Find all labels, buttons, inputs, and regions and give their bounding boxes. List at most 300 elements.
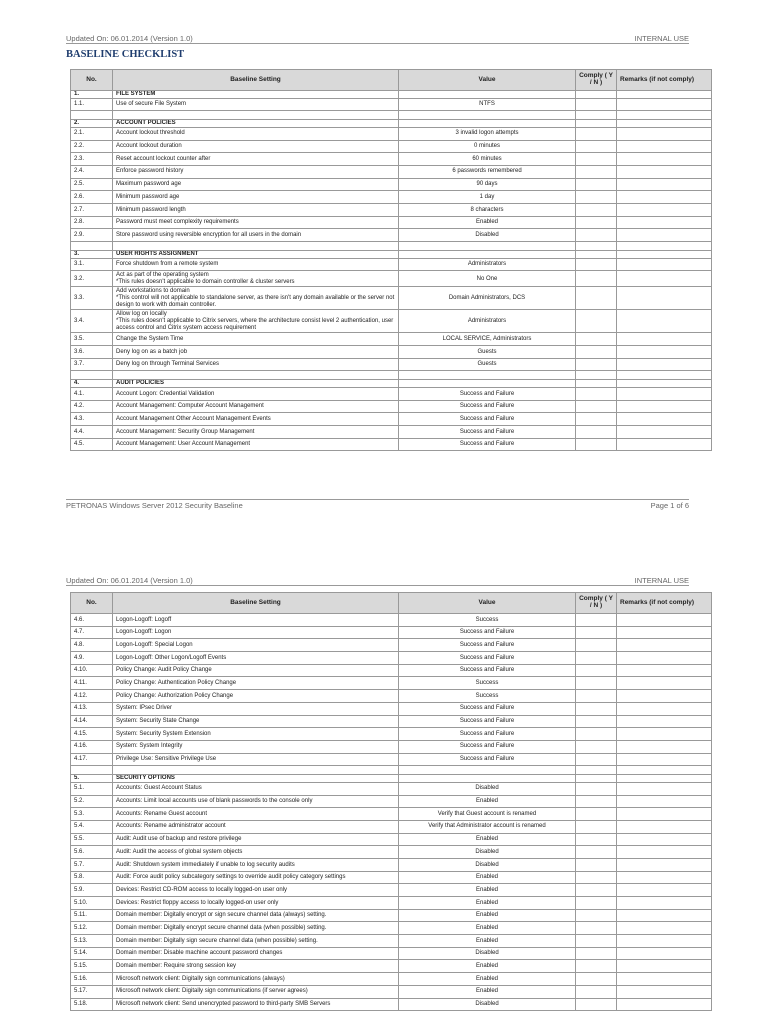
table-row	[71, 140, 712, 153]
baseline-setting-cell: Accounts: Limit local accounts use of blank passwords to the console only	[113, 795, 399, 808]
table-row	[71, 358, 712, 371]
remarks-cell	[617, 204, 712, 217]
remarks-cell	[617, 153, 712, 166]
table-row	[71, 702, 712, 715]
remarks-cell	[617, 639, 712, 652]
row-number: 2.1.	[71, 127, 113, 140]
baseline-setting-cell: Account Logon: Credential Validation	[113, 388, 399, 401]
table-row	[71, 871, 712, 884]
value-cell	[399, 120, 576, 128]
comply-cell	[576, 438, 617, 451]
comply-cell	[576, 664, 617, 677]
value-cell: Success and Failure	[399, 702, 576, 715]
table-row	[71, 808, 712, 821]
footer-doc-name: PETRONAS Windows Server 2012 Security Baseline	[66, 501, 243, 510]
remarks-cell	[617, 664, 712, 677]
comply-cell	[576, 690, 617, 703]
table-row	[71, 897, 712, 910]
baseline-setting-cell: USER RIGHTS ASSIGNMENT	[113, 251, 399, 259]
value-cell: NTFS	[399, 98, 576, 111]
table-row	[71, 98, 712, 111]
classification-text-2: INTERNAL USE	[634, 576, 689, 585]
row-number: 3.2.	[71, 271, 113, 287]
updated-text-2: Updated On: 06.01.2014 (Version 1.0)	[66, 576, 193, 585]
section-row	[71, 91, 712, 99]
comply-cell	[576, 820, 617, 833]
comply-cell	[576, 388, 617, 401]
table-row	[71, 922, 712, 935]
row-number: 4.3.	[71, 413, 113, 426]
table-row	[71, 652, 712, 665]
row-number: 4.15.	[71, 728, 113, 741]
baseline-setting-cell: Account Management: Computer Account Management	[113, 400, 399, 413]
baseline-setting-cell: SECURITY OPTIONS	[113, 775, 399, 783]
table-row	[71, 346, 712, 359]
value-cell: Success and Failure	[399, 639, 576, 652]
remarks-cell	[617, 782, 712, 795]
remarks-cell	[617, 178, 712, 191]
section-row	[71, 251, 712, 259]
row-number: 5.14.	[71, 947, 113, 960]
value-cell: 60 minutes	[399, 153, 576, 166]
comply-cell	[576, 165, 617, 178]
comply-cell	[576, 400, 617, 413]
remarks-cell	[617, 998, 712, 1011]
table-row	[71, 909, 712, 922]
value-cell: Enabled	[399, 935, 576, 948]
row-number: 5.8.	[71, 871, 113, 884]
col-remarks-header-2: Remarks (if not comply)	[617, 593, 712, 614]
remarks-cell	[617, 858, 712, 871]
comply-cell	[576, 358, 617, 371]
row-number: 5.3.	[71, 808, 113, 821]
value-cell: Enabled	[399, 960, 576, 973]
row-number	[71, 766, 113, 775]
value-cell: LOCAL SERVICE, Administrators	[399, 333, 576, 346]
row-number	[71, 242, 113, 251]
baseline-setting-cell: FILE SYSTEM	[113, 91, 399, 99]
footer-page-number: Page 1 of 6	[650, 501, 689, 510]
value-cell: Enabled	[399, 973, 576, 986]
comply-cell	[576, 153, 617, 166]
value-cell: No One	[399, 271, 576, 287]
comply-cell	[576, 333, 617, 346]
header-divider	[66, 43, 689, 44]
remarks-cell	[617, 702, 712, 715]
row-number: 5.15.	[71, 960, 113, 973]
table-row	[71, 426, 712, 439]
comply-cell	[576, 795, 617, 808]
row-number: 4.2.	[71, 400, 113, 413]
remarks-cell	[617, 111, 712, 120]
comply-cell	[576, 127, 617, 140]
remarks-cell	[617, 922, 712, 935]
row-number: 2.6.	[71, 191, 113, 204]
row-number: 4.	[71, 380, 113, 388]
remarks-cell	[617, 973, 712, 986]
remarks-cell	[617, 775, 712, 783]
table-row	[71, 153, 712, 166]
value-cell: Enabled	[399, 985, 576, 998]
comply-cell	[576, 702, 617, 715]
table-row	[71, 820, 712, 833]
value-cell: Success and Failure	[399, 715, 576, 728]
remarks-cell	[617, 251, 712, 259]
row-number: 5.4.	[71, 820, 113, 833]
row-number: 4.6.	[71, 614, 113, 627]
remarks-cell	[617, 242, 712, 251]
value-cell: Disabled	[399, 782, 576, 795]
comply-cell	[576, 808, 617, 821]
table-row	[71, 413, 712, 426]
table-row	[71, 388, 712, 401]
value-cell: Success and Failure	[399, 652, 576, 665]
value-cell: Enabled	[399, 909, 576, 922]
value-cell: Disabled	[399, 998, 576, 1011]
value-cell: Success and Failure	[399, 753, 576, 766]
table-row	[71, 960, 712, 973]
value-cell	[399, 242, 576, 251]
remarks-cell	[617, 808, 712, 821]
row-number	[71, 371, 113, 380]
value-cell: Success	[399, 690, 576, 703]
table-row	[71, 782, 712, 795]
baseline-setting-cell: Account Management Other Account Management Events	[113, 413, 399, 426]
row-number: 4.10.	[71, 664, 113, 677]
row-number: 2.5.	[71, 178, 113, 191]
row-number: 2.8.	[71, 216, 113, 229]
baseline-setting-cell: Policy Change: Audit Policy Change	[113, 664, 399, 677]
value-cell: Success and Failure	[399, 664, 576, 677]
baseline-setting-cell: Audit: Audit use of backup and restore privilege	[113, 833, 399, 846]
value-cell: Verify that Administrator account is renamed	[399, 820, 576, 833]
comply-cell	[576, 271, 617, 287]
comply-cell	[576, 346, 617, 359]
row-number: 5.13.	[71, 935, 113, 948]
row-number: 5.6.	[71, 846, 113, 859]
comply-cell	[576, 91, 617, 99]
col-setting-header: Baseline Setting	[113, 70, 399, 91]
col-comply-header: Comply ( Y / N )	[576, 70, 617, 91]
remarks-cell	[617, 380, 712, 388]
value-cell: Success and Failure	[399, 426, 576, 439]
row-number: 2.	[71, 120, 113, 128]
col-no-header-2: No.	[71, 593, 113, 614]
remarks-cell	[617, 346, 712, 359]
section-row	[71, 120, 712, 128]
table-row	[71, 715, 712, 728]
remarks-cell	[617, 626, 712, 639]
table-row	[71, 998, 712, 1011]
comply-cell	[576, 884, 617, 897]
comply-cell	[576, 287, 617, 310]
baseline-setting-cell: Audit: Audit the access of global system objects	[113, 846, 399, 859]
value-cell	[399, 91, 576, 99]
baseline-setting-cell: Logon-Logoff: Other Logon/Logoff Events	[113, 652, 399, 665]
baseline-setting-cell	[113, 371, 399, 380]
value-cell: Success	[399, 614, 576, 627]
row-number: 1.	[71, 91, 113, 99]
remarks-cell	[617, 388, 712, 401]
table-row	[71, 310, 712, 333]
remarks-cell	[617, 91, 712, 99]
row-number: 5.2.	[71, 795, 113, 808]
value-cell: Enabled	[399, 871, 576, 884]
col-setting-header-2: Baseline Setting	[113, 593, 399, 614]
table-body-page-1	[71, 91, 712, 451]
row-number: 5.10.	[71, 897, 113, 910]
row-number: 5.7.	[71, 858, 113, 871]
row-number: 4.11.	[71, 677, 113, 690]
comply-cell	[576, 229, 617, 242]
baseline-setting-cell: Account Management: Security Group Management	[113, 426, 399, 439]
remarks-cell	[617, 715, 712, 728]
row-number: 4.13.	[71, 702, 113, 715]
baseline-setting-cell: Account lockout threshold	[113, 127, 399, 140]
spacer-row	[71, 111, 712, 120]
comply-cell	[576, 909, 617, 922]
baseline-setting-cell: Reset account lockout counter after	[113, 153, 399, 166]
table-row	[71, 438, 712, 451]
baseline-setting-cell: ACCOUNT POLICIES	[113, 120, 399, 128]
remarks-cell	[617, 333, 712, 346]
value-cell: Success and Failure	[399, 413, 576, 426]
remarks-cell	[617, 271, 712, 287]
baseline-setting-cell: Enforce password history	[113, 165, 399, 178]
document-title: BASELINE CHECKLIST	[66, 49, 185, 60]
row-number: 3.4.	[71, 310, 113, 333]
footer-divider	[66, 499, 689, 500]
row-number: 3.5.	[71, 333, 113, 346]
comply-cell	[576, 191, 617, 204]
value-cell	[399, 766, 576, 775]
value-cell: Domain Administrators, DCS	[399, 287, 576, 310]
row-number: 5.9.	[71, 884, 113, 897]
row-number: 2.4.	[71, 165, 113, 178]
table-row	[71, 858, 712, 871]
baseline-setting-cell: Domain member: Require strong session key	[113, 960, 399, 973]
row-number: 2.3.	[71, 153, 113, 166]
comply-cell	[576, 766, 617, 775]
comply-cell	[576, 833, 617, 846]
value-cell: 1 day	[399, 191, 576, 204]
comply-cell	[576, 251, 617, 259]
spacer-row	[71, 242, 712, 251]
page-header	[66, 34, 689, 43]
value-cell: Guests	[399, 346, 576, 359]
baseline-setting-cell: Allow log on locally *This rules doesn't applicable to Citrix servers, where the architecture consist level 2 authentication, user access control and Citrix system access requirement	[113, 310, 399, 333]
updated-text: Updated On: 06.01.2014 (Version 1.0)	[66, 34, 193, 43]
comply-cell	[576, 935, 617, 948]
value-cell: Success and Failure	[399, 388, 576, 401]
comply-cell	[576, 846, 617, 859]
value-cell: Enabled	[399, 884, 576, 897]
value-cell: 6 passwords remembered	[399, 165, 576, 178]
value-cell	[399, 251, 576, 259]
remarks-cell	[617, 258, 712, 271]
row-number: 1.1.	[71, 98, 113, 111]
spacer-row	[71, 766, 712, 775]
table-row	[71, 271, 712, 287]
row-number: 5.1.	[71, 782, 113, 795]
comply-cell	[576, 98, 617, 111]
remarks-cell	[617, 740, 712, 753]
table-row	[71, 664, 712, 677]
row-number: 5.12.	[71, 922, 113, 935]
remarks-cell	[617, 766, 712, 775]
row-number: 4.9.	[71, 652, 113, 665]
remarks-cell	[617, 614, 712, 627]
row-number: 3.3.	[71, 287, 113, 310]
baseline-setting-cell: Accounts: Guest Account Status	[113, 782, 399, 795]
table-row	[71, 740, 712, 753]
remarks-cell	[617, 652, 712, 665]
baseline-setting-cell: System: System Integrity	[113, 740, 399, 753]
row-number: 4.12.	[71, 690, 113, 703]
remarks-cell	[617, 287, 712, 310]
header-divider-2	[66, 585, 689, 586]
value-cell: Disabled	[399, 846, 576, 859]
remarks-cell	[617, 191, 712, 204]
baseline-setting-cell	[113, 766, 399, 775]
value-cell: Success	[399, 677, 576, 690]
value-cell: Enabled	[399, 216, 576, 229]
value-cell: Success and Failure	[399, 438, 576, 451]
baseline-setting-cell: Policy Change: Authentication Policy Change	[113, 677, 399, 690]
row-number: 5.5.	[71, 833, 113, 846]
col-no-header: No.	[71, 70, 113, 91]
baseline-table-page-2	[70, 592, 712, 1011]
table-row	[71, 204, 712, 217]
baseline-setting-cell: Minimum password length	[113, 204, 399, 217]
comply-cell	[576, 204, 617, 217]
remarks-cell	[617, 960, 712, 973]
page-footer	[66, 501, 689, 510]
baseline-setting-cell: Microsoft network client: Send unencrypted password to third-party SMB Servers	[113, 998, 399, 1011]
comply-cell	[576, 111, 617, 120]
comply-cell	[576, 614, 617, 627]
page-2-header	[66, 576, 689, 585]
value-cell	[399, 111, 576, 120]
value-cell: Administrators	[399, 310, 576, 333]
baseline-setting-cell: Privilege Use: Sensitive Privilege Use	[113, 753, 399, 766]
row-number: 2.7.	[71, 204, 113, 217]
comply-cell	[576, 740, 617, 753]
col-value-header: Value	[399, 70, 576, 91]
comply-cell	[576, 715, 617, 728]
table-row	[71, 614, 712, 627]
table-row	[71, 947, 712, 960]
value-cell: Success and Failure	[399, 740, 576, 753]
value-cell: Enabled	[399, 795, 576, 808]
table-row	[71, 191, 712, 204]
col-remarks-header: Remarks (if not comply)	[617, 70, 712, 91]
remarks-cell	[617, 426, 712, 439]
value-cell: Administrators	[399, 258, 576, 271]
value-cell: Enabled	[399, 897, 576, 910]
table-row	[71, 165, 712, 178]
baseline-setting-cell: System: Security State Change	[113, 715, 399, 728]
table-row	[71, 216, 712, 229]
baseline-setting-cell: Accounts: Rename administrator account	[113, 820, 399, 833]
baseline-setting-cell: Domain member: Disable machine account password changes	[113, 947, 399, 960]
comply-cell	[576, 728, 617, 741]
comply-cell	[576, 753, 617, 766]
value-cell: 8 characters	[399, 204, 576, 217]
comply-cell	[576, 960, 617, 973]
baseline-setting-cell: Deny log on through Terminal Services	[113, 358, 399, 371]
baseline-setting-cell: Domain member: Digitally sign secure channel data (when possible) setting.	[113, 935, 399, 948]
row-number: 2.9.	[71, 229, 113, 242]
table-row	[71, 333, 712, 346]
value-cell	[399, 775, 576, 783]
value-cell	[399, 371, 576, 380]
comply-cell	[576, 922, 617, 935]
classification-text: INTERNAL USE	[634, 34, 689, 43]
row-number: 3.6.	[71, 346, 113, 359]
table-row	[71, 728, 712, 741]
baseline-setting-cell: Logon-Logoff: Special Logon	[113, 639, 399, 652]
baseline-setting-cell: System: IPsec Driver	[113, 702, 399, 715]
table-row	[71, 677, 712, 690]
row-number: 3.	[71, 251, 113, 259]
baseline-setting-cell: Domain member: Digitally encrypt or sign secure channel data (always) setting.	[113, 909, 399, 922]
table-row	[71, 258, 712, 271]
comply-cell	[576, 242, 617, 251]
remarks-cell	[617, 728, 712, 741]
remarks-cell	[617, 897, 712, 910]
table-row	[71, 846, 712, 859]
row-number	[71, 111, 113, 120]
remarks-cell	[617, 820, 712, 833]
baseline-setting-cell: Password must meet complexity requirements	[113, 216, 399, 229]
row-number: 4.8.	[71, 639, 113, 652]
remarks-cell	[617, 690, 712, 703]
table-row	[71, 287, 712, 310]
remarks-cell	[617, 165, 712, 178]
col-value-header-2: Value	[399, 593, 576, 614]
baseline-setting-cell: Devices: Restrict floppy access to locally logged-on user only	[113, 897, 399, 910]
comply-cell	[576, 897, 617, 910]
remarks-cell	[617, 358, 712, 371]
remarks-cell	[617, 216, 712, 229]
value-cell: Disabled	[399, 947, 576, 960]
table-row	[71, 884, 712, 897]
baseline-setting-cell	[113, 111, 399, 120]
baseline-setting-cell: Microsoft network client: Digitally sign communications (always)	[113, 973, 399, 986]
remarks-cell	[617, 753, 712, 766]
table-row	[71, 690, 712, 703]
baseline-setting-cell: Accounts: Rename Guest account	[113, 808, 399, 821]
row-number: 5.17.	[71, 985, 113, 998]
remarks-cell	[617, 371, 712, 380]
remarks-cell	[617, 935, 712, 948]
remarks-cell	[617, 127, 712, 140]
value-cell: Guests	[399, 358, 576, 371]
remarks-cell	[617, 884, 712, 897]
baseline-setting-cell	[113, 242, 399, 251]
baseline-setting-cell: Audit: Shutdown system immediately if unable to log security audits	[113, 858, 399, 871]
table-row	[71, 178, 712, 191]
comply-cell	[576, 626, 617, 639]
comply-cell	[576, 871, 617, 884]
value-cell: Success and Failure	[399, 400, 576, 413]
comply-cell	[576, 413, 617, 426]
comply-cell	[576, 782, 617, 795]
row-number: 5.18.	[71, 998, 113, 1011]
spacer-row	[71, 371, 712, 380]
baseline-setting-cell: Force shutdown from a remote system	[113, 258, 399, 271]
